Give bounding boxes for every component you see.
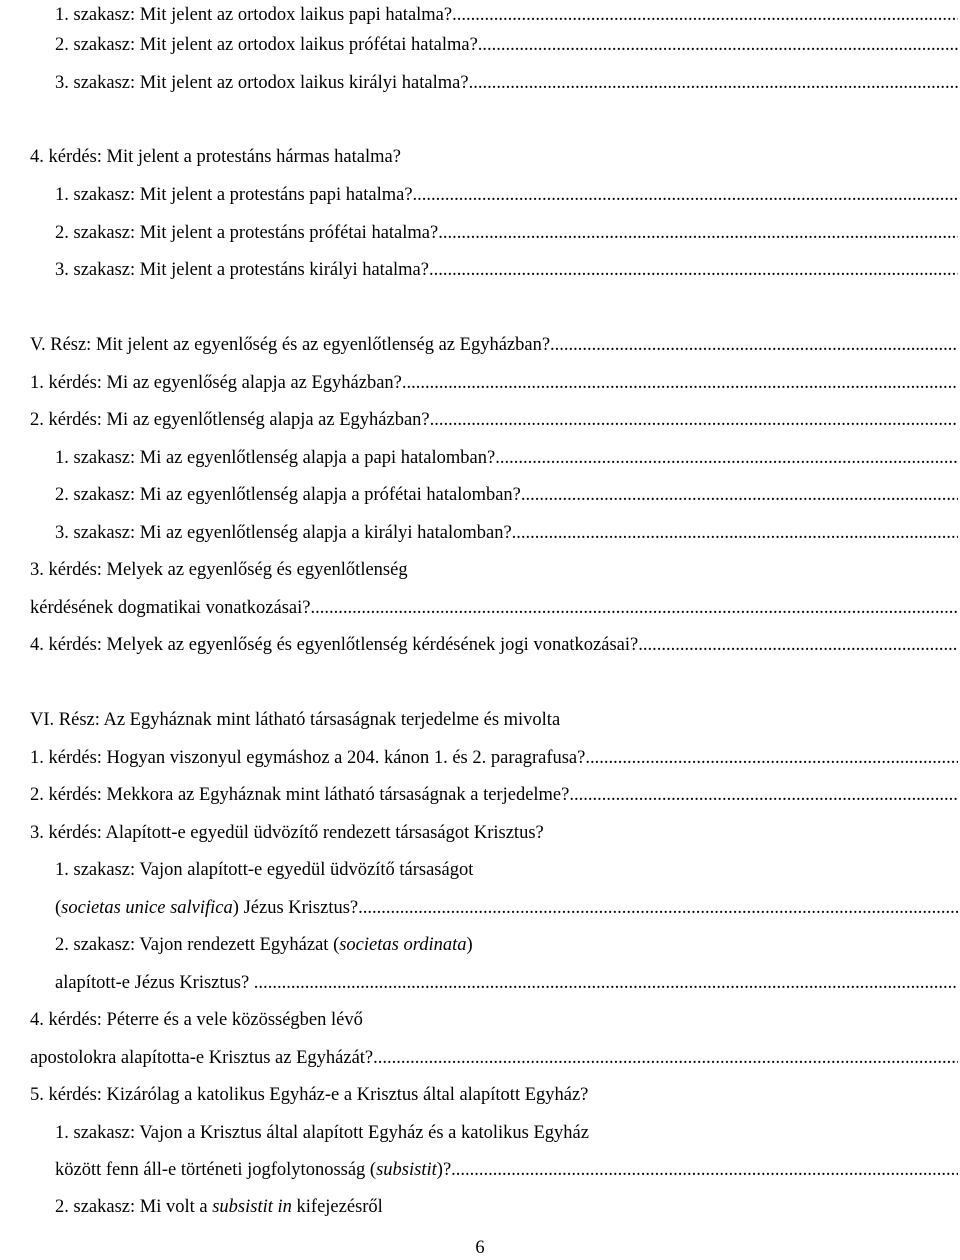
toc-entry-text: 5. kérdés: Kizárólag a katolikus Egyház-e a Krisztus által alapított Egyház? [30, 1085, 589, 1105]
toc-leader-dots [452, 0, 958, 30]
toc-entry [30, 630, 958, 660]
toc-entry-text: között fenn áll-e történeti jogfolytonosság (subsistit)?... [55, 1160, 466, 1180]
toc-entry [55, 68, 958, 98]
toc-entry [30, 593, 958, 623]
toc-leader-dots [324, 593, 958, 623]
toc-leader-dots [372, 893, 958, 923]
toc-entry [30, 368, 958, 398]
latin-term: societas unice salvifica [61, 898, 233, 918]
toc-entry-text: 1. szakasz: Mi az egyenlőtlenség alapja a papi hatalomban?... [55, 448, 510, 468]
toc-entry-text: 2. szakasz: Mi volt a subsistit in kifejezésről [55, 1197, 383, 1217]
toc-leader-dots [387, 1043, 958, 1073]
toc-section-heading [30, 330, 958, 360]
toc-entry-text: 1. kérdés: Mi az egyenlőség alapja az Egyházban?... [30, 373, 416, 393]
toc-entry-text: 1. kérdés: Hogyan viszonyul egymáshoz a 204. kánon 1. és 2. paragrafusa?... [30, 748, 600, 768]
toc-leader-dots [599, 743, 958, 773]
toc-entry-text: 1. szakasz: Vajon a Krisztus által alapított Egyház és a katolikus Egyház [55, 1123, 589, 1143]
toc-entry [55, 968, 958, 998]
toc-leader-dots [652, 630, 958, 660]
toc-leader-dots [443, 255, 958, 285]
toc-entry-text: 3. szakasz: Mit jelent a protestáns királyi hatalma?... [55, 260, 443, 280]
toc-entry [55, 218, 958, 248]
toc-entry [55, 180, 958, 210]
toc-entry [55, 443, 958, 473]
toc-entry [30, 405, 958, 435]
latin-term: societas ordinata [339, 935, 467, 955]
toc-leader-dots [478, 30, 958, 60]
toc-entry [55, 893, 958, 923]
toc-entry [55, 480, 958, 510]
toc-entry-text: 1. szakasz: Mit jelent az ortodox laikus papi hatalma? [55, 5, 453, 25]
toc-entry [30, 743, 958, 773]
toc-entry-text: 4. kérdés: Péterre és a vele közösségben lévő [30, 1010, 363, 1030]
toc-entry-text: 2. szakasz: Mi az egyenlőtlenség alapja a prófétai hatalomban?... [55, 485, 535, 505]
toc-entry [30, 1043, 958, 1073]
toc-entry-text: alapított-e Jézus Krisztus? ... [55, 973, 268, 993]
toc-entry [55, 30, 958, 60]
toc-leader-dots [268, 968, 958, 998]
toc-entry-text: VI. Rész: Az Egyháznak mint látható társaságnak terjedelme és mivolta [30, 710, 561, 730]
toc-entry-text: 4. kérdés: Melyek az egyenlőség és egyenlőtlenség kérdésének jogi vonatkozásai?... [30, 635, 653, 655]
latin-term: subsistit in [212, 1197, 292, 1217]
toc-entry-text: 3. kérdés: Melyek az egyenlőség és egyenlőtlenség [30, 560, 408, 580]
toc-leader-dots [535, 480, 958, 510]
toc-entry-text: kérdésének dogmatikai vonatkozásai?... [30, 598, 325, 618]
toc-entry [55, 255, 958, 285]
toc-entry-text: 2. szakasz: Vajon rendezett Egyházat (societas ordinata) [55, 935, 473, 955]
toc-entry [55, 0, 958, 30]
toc-entry-text: V. Rész: Mit jelent az egyenlőség és az egyenlőtlenség az Egyházban?... [30, 335, 564, 355]
toc-leader-dots [452, 218, 958, 248]
toc-entry-text: 4. kérdés: Mit jelent a protestáns hármas hatalma? [30, 147, 401, 167]
toc-entry [30, 780, 958, 810]
toc-leader-dots [583, 780, 958, 810]
toc-entry-text: 3. szakasz: Mi az egyenlőtlenség alapja a királyi hatalomban?... [55, 523, 526, 543]
toc-entry [55, 518, 958, 548]
toc-entry-text: 2. szakasz: Mit jelent a protestáns prófétai hatalma?... [55, 223, 453, 243]
toc-entry-text: 2. szakasz: Mit jelent az ortodox laikus prófétai hatalma? [55, 35, 478, 55]
toc-entry-text: 2. kérdés: Mi az egyenlőtlenség alapja az Egyházban?... [30, 410, 444, 430]
toc-leader-dots [509, 443, 958, 473]
toc-entry [55, 1155, 958, 1185]
toc-leader-dots [469, 68, 958, 98]
toc-entry-text: 2. kérdés: Mekkora az Egyháznak mint látható társaságnak a terjedelme?... [30, 785, 584, 805]
toc-entry-text: 1. szakasz: Vajon alapított-e egyedül üdvözítő társaságot [55, 860, 474, 880]
toc-leader-dots [444, 405, 958, 435]
toc-entry-text: 3. kérdés: Alapított-e egyedül üdvözítő rendezett társaságot Krisztus? [30, 823, 544, 843]
toc-entry-text: apostolokra alapította-e Krisztus az Egyházát?... [30, 1048, 388, 1068]
toc-entry-text: 3. szakasz: Mit jelent az ortodox laikus királyi hatalma? [55, 73, 469, 93]
toc-leader-dots [564, 330, 958, 360]
toc-leader-dots [416, 368, 958, 398]
toc-leader-dots [526, 518, 958, 548]
toc-leader-dots [426, 180, 958, 210]
toc-entry-text: (societas unice salvifica) Jézus Krisztus?... [55, 898, 373, 918]
toc-entry-text: 1. szakasz: Mit jelent a protestáns papi hatalma?... [55, 185, 427, 205]
page-number: 6 [475, 1238, 485, 1258]
toc-leader-dots [465, 1155, 958, 1185]
latin-term: subsistit [376, 1160, 437, 1180]
